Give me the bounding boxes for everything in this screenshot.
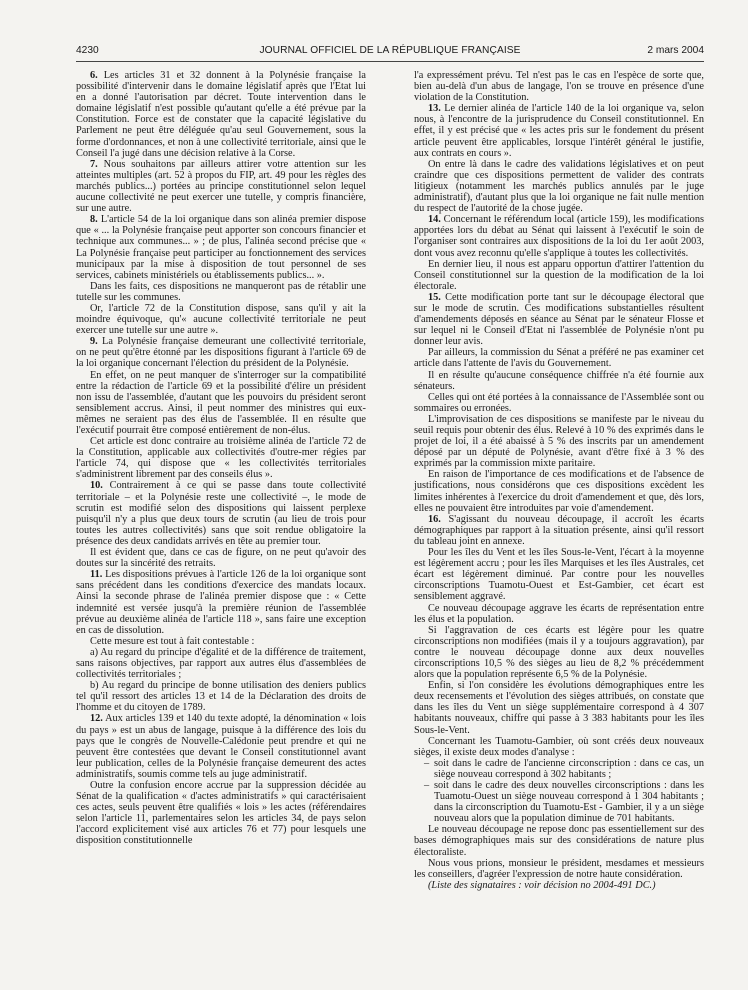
right-column bbox=[414, 70, 704, 891]
paragraph-text: L'improvisation de ces dispositions se manifeste par le niveau du seuil requis pour obtenir des élus. Relevé à 10 % des exprimés dans le projet de loi, il a été abaissé à 5 % des inscrits par un amendement déposé par un député de Polynésie, avant d'être fixé à 3 % des exprimés par la commission mixte paritaire. bbox=[414, 413, 704, 470]
paragraph-text: Pour les îles du Vent et les îles Sous-le-Vent, l'écart à la moyenne est légèrement accru ; pour les îles Marquises et les îles Australes, cet écart est légèrement diminué. Par contre pour les nouvelles circonscriptions Tuamotu-Ouest et Est-Gambier, cet écart est sensiblement aggravé. bbox=[414, 547, 704, 603]
paragraph-text: a) Au regard du principe d'égalité et de la différence de traitement, sans raisons objectives, par rapport aux autres élus d'assemblées de collectivités territoriales ; bbox=[76, 646, 366, 681]
paragraph-text: Aux articles 139 et 140 du texte adopté, la dénomination « lois du pays » est un abus de langage, puisque à la différence des lois du pays que le congrès de Nouvelle-Calédonie peut prendre et qui ne peuvent être contestées que devant le Conseil constitutionnel avant leur publication, celles de la Polynésie française demeurent des actes administratifs, soumis comme tels au juge administratif. bbox=[76, 713, 366, 780]
paragraph-text: Nous vous prions, monsieur le président, mesdames et messieurs les conseillers, d'agréer l'expression de notre haute considération. bbox=[414, 857, 704, 880]
paragraph bbox=[76, 70, 366, 159]
paragraph-text: Il est évident que, dans ce cas de figure, on ne peut qu'avoir des doutes sur la sincérité des retraits. bbox=[76, 547, 366, 570]
paragraph bbox=[76, 647, 366, 680]
paragraph-text: Le nouveau découpage ne repose donc pas essentiellement sur des bases démographiques mais sur des considérations de nature plus électoraliste. bbox=[414, 824, 704, 858]
paragraph bbox=[76, 713, 366, 780]
paragraph bbox=[414, 603, 704, 625]
paragraph-text: Or, l'article 72 de la Constitution dispose, sans qu'il y ait la moindre équivoque, qu'« aucune collectivité territoriale ne peut exercer une tutelle sur une autre ». bbox=[76, 302, 366, 337]
paragraph-number: 16. bbox=[428, 513, 441, 525]
paragraph-text: Enfin, si l'on considère les évolutions démographiques entre les deux recensements et l'évolution des sièges attribués, on constate que dans les îles du Vent un siège supplémentaire correspond à 4 307 habitants nouveaux, chiffre qui passe à 3 383 habitants pour les îles Sous-le-Vent. bbox=[414, 680, 704, 736]
paragraph bbox=[414, 347, 704, 369]
paragraph bbox=[76, 159, 366, 214]
paragraph-number: 13. bbox=[428, 103, 441, 115]
paragraph-text: En raison de l'importance de ces modifications et de l'absence de justifications, nous considérons que ces dispositions excèdent les limites inhérentes à l'exercice du droit d'amendement et que, dès lors, elles ne pouvaient être introduites par voie d'amendement. bbox=[414, 469, 704, 514]
paragraph-text: Il en résulte qu'aucune conséquence chiffrée n'a été fournie aux sénateurs. bbox=[414, 369, 704, 392]
dash-list bbox=[414, 758, 704, 825]
paragraph-number: 7. bbox=[90, 158, 98, 170]
paragraph bbox=[76, 303, 366, 336]
paragraph bbox=[76, 680, 366, 713]
left-column bbox=[76, 70, 366, 891]
paragraph-text: Ce nouveau découpage aggrave les écarts de représentation entre les élus et la population. bbox=[414, 602, 704, 625]
paragraph bbox=[414, 736, 704, 758]
paragraph bbox=[76, 370, 366, 437]
paragraph bbox=[414, 625, 704, 680]
paragraph-text: En effet, on ne peut manquer de s'interroger sur la compatibilité entre la rédaction de l'article 69 et la possibilité d'élire un président non issu de l'assemblée, d'autant que les pouvoirs du président seront sensiblement accrus. Ainsi, il peut nommer des ministres qui eux-mêmes ne seraient pas des élus de l'assemblée. Il en résulte que l'exécutif pourrait être composé entièrement de non-élus. bbox=[76, 369, 366, 436]
paragraph bbox=[76, 636, 366, 647]
paragraph-text: Si l'aggravation de ces écarts est légère pour les quatre circonscriptions non modifiées (mais il y a toujours aggravation), par contre le nouveau découpage donne aux deux nouvelles circonscriptions 10,5 % des sièges au lieu de 8,2 % précédemment alors que la population représente 6,5 % de la Polynésie. bbox=[414, 624, 704, 681]
paragraph bbox=[414, 370, 704, 392]
paragraph-text: Nous souhaitons par ailleurs attirer votre attention sur les atteintes multiples (art. 52 à propos du FIP, art. 49 pour les règles des marchés publics...) portées au principe constitutionnel selon lequel aucune collectivité ne peut exercer une tutelle, y compris financière, sur une autre. bbox=[76, 158, 366, 215]
paragraph-text: Cette mesure est tout à fait contestable : bbox=[90, 635, 255, 647]
paragraph bbox=[76, 569, 366, 636]
paragraph bbox=[414, 824, 704, 857]
paragraph-text: Concernant le référendum local (article 159), les modifications apportées lors du débat au Sénat qui laissent à l'exécutif le soin de l'organiser sont contraires aux dispositions de la loi du 1er août 2003, dont vous avez reconnu qu'elle s'applique à toutes les collectivités. bbox=[414, 214, 704, 259]
paragraph bbox=[76, 547, 366, 569]
paragraph-number: 10. bbox=[90, 480, 103, 492]
paragraph bbox=[414, 547, 704, 602]
paragraph-text: Contrairement à ce qui se passe dans toute collectivité territoriale – et la Polynésie reste une collectivité –, le mode de scrutin est modifié selon des dispositions qui laissent perplexe puisqu'il n'y a plus que deux tours de scrutin (au lieu de trois pour toutes les autres collectivités) sans que soit rendue obligatoire la présence des deux candidats arrivés en tête au premier tour. bbox=[76, 480, 366, 547]
paragraph bbox=[414, 680, 704, 735]
paragraph-text: (Liste des signataires : voir décision no 2004-491 DC.) bbox=[428, 879, 656, 891]
paragraph bbox=[414, 414, 704, 469]
paragraph-number: 14. bbox=[428, 214, 441, 226]
paragraph-text: Dans les faits, ces dispositions ne manqueront pas de rétablir une tutelle sur les communes. bbox=[76, 280, 366, 303]
paragraph-text: Outre la confusion encore accrue par la suppression décidée au Sénat de la qualification « d'actes administratifs » qui caractérisaient ces actes, seuls peuvent être qualifiés « lois » les actes (référendaires selon l'article 11, parlementaires selon les articles 34, de pays selon l'accord explicitement visé aux articles 76 et 77) pour lesquels une disposition constitutionnelle bbox=[76, 780, 366, 847]
paragraph bbox=[414, 259, 704, 292]
paragraph-text: L'article 54 de la loi organique dans son alinéa premier dispose que « ... la Polynésie française peut apporter son concours financier et technique aux communes... » ; de plus, l'alinéa second précise que « La Polynésie française peut participer au fonctionnement des services municipaux par la mise à disposition de tout personnel de ses services, cabinets ministériels ou établissements publics... ». bbox=[76, 214, 366, 281]
paragraph bbox=[76, 281, 366, 303]
paragraph bbox=[414, 880, 704, 891]
paragraph-number: 8. bbox=[90, 214, 98, 226]
paragraph-text: b) Au regard du principe de bonne utilisation des deniers publics tel qu'il ressort des articles 13 et 14 de la Déclaration des droits de l'homme et du citoyen de 1789. bbox=[76, 680, 366, 714]
paragraph bbox=[414, 70, 704, 103]
paragraph bbox=[414, 469, 704, 513]
paragraph bbox=[414, 392, 704, 414]
paragraph-text: La Polynésie française demeurant une collectivité territoriale, on ne peut qu'être étonné par les dispositions figurant à l'article 69 de la loi organique concernant l'élection du président de la Polynésie. bbox=[76, 336, 366, 370]
page-header bbox=[76, 45, 704, 59]
paragraph-text: Cet article est donc contraire au troisième alinéa de l'article 72 de la Constitution, applicable aux collectivités d'outre-mer régies par l'article 74, qui dispose que « les collectivités territoriales s'administrent librement par des conseils élus ». bbox=[76, 436, 366, 481]
text-columns bbox=[76, 70, 704, 891]
paragraph-number: 9. bbox=[90, 336, 98, 348]
paragraph-text: Concernant les Tuamotu-Gambier, où sont créés deux nouveaux sièges, il existe deux modes d'analyse : bbox=[414, 735, 704, 758]
paragraph-number: 6. bbox=[90, 70, 98, 81]
paragraph-text: Celles qui ont été portées à la connaissance de l'Assemblée sont ou sommaires ou erronées. bbox=[414, 391, 704, 414]
issue-date: 2 mars 2004 bbox=[647, 45, 704, 56]
paragraph bbox=[76, 436, 366, 480]
paragraph bbox=[414, 292, 704, 347]
paragraph-text: Cette modification porte tant sur le découpage électoral que sur le mode de scrutin. Ces modifications substantielles résultent d'amendements déposés en séance au Sénat par le sénateur Flosse et sur lequel ni le Conseil d'Etat ni l'assemblée de Polynésie n'ont pu donner leur avis. bbox=[414, 291, 704, 348]
journal-title: JOURNAL OFFICIEL DE LA RÉPUBLIQUE FRANÇAISE bbox=[259, 45, 521, 56]
page-number: 4230 bbox=[76, 45, 99, 56]
paragraph-text: En dernier lieu, il nous est apparu opportun d'attirer l'attention du Conseil constitutionnel sur la question de la modification de la loi électorale. bbox=[414, 258, 704, 292]
paragraph bbox=[414, 858, 704, 880]
paragraph bbox=[76, 214, 366, 281]
paragraph-text: Les dispositions prévues à l'article 126 de la loi organique sont sans précédent dans les conditions d'exercice des mandats locaux. Ainsi la seconde phrase de l'alinéa premier dispose que : « Cette indemnité est versée jusqu'à la première réunion de l'assemblée prévue au deuxième alinéa de l'article 118 », sans faire une exception en cas de dissolution. bbox=[76, 569, 366, 636]
paragraph bbox=[76, 780, 366, 847]
dash-list-item: – soit dans le cadre de l'ancienne circonscription : dans ce cas, un siège nouveau correspond à 302 habitants ; bbox=[434, 758, 704, 780]
paragraph bbox=[414, 214, 704, 258]
paragraph-text: Le dernier alinéa de l'article 140 de la loi organique va, selon nous, à l'encontre de la jurisprudence du Conseil constitutionnel. En effet, il y est précisé que « les actes pris sur le fondement du présent article peuvent être applicables, lorsque l'intérêt général le justifie, aux contrats en cours ». bbox=[414, 103, 704, 159]
paragraph bbox=[414, 103, 704, 158]
paragraph bbox=[414, 159, 704, 214]
paragraph-number: 12. bbox=[90, 713, 103, 725]
paragraph-text: l'a expressément prévu. Tel n'est pas le cas en l'espèce de sorte que, bien au-delà d'un abus de langage, l'on se trouve en présence d'une violation de la Constitution. bbox=[414, 70, 704, 104]
paragraph-number: 15. bbox=[428, 291, 441, 303]
paragraph-text: Les articles 31 et 32 donnent à la Polynésie française la possibilité d'intervenir dans le domaine législatif après que l'Etat lui en a donné l'autorisation par décret. Toute intervention dans le domaine législatif n'est possible qu'autant qu'elle a été prévue par la Constitution. Force est de constater que la capacité législative du Parlement ne peut être déléguée qu'au seul Gouvernement, sous la forme d'ordonnances, et non à une collectivité territoriale, ainsi que le Conseil l'a jugé dans une décision relative à la Corse. bbox=[76, 70, 366, 159]
paragraph bbox=[76, 480, 366, 547]
header-rule bbox=[76, 61, 704, 62]
paragraph-text: On entre là dans le cadre des validations législatives et on peut craindre que ces dispositions permettent de valider des contrats litigieux (notamment les marchés publics annulés par le juge administratif), d'autant plus que la loi organique ne fait nulle mention du respect de l'autorité de la chose jugée. bbox=[414, 158, 704, 215]
paragraph-text: S'agissant du nouveau découpage, il accroît les écarts démographiques par rapport à la situation présente, ainsi qu'il ressort du tableau joint en annexe. bbox=[414, 513, 704, 547]
paragraph bbox=[76, 336, 366, 369]
dash-list-item: – soit dans le cadre des deux nouvelles circonscriptions : dans les Tuamotu-Ouest un siège nouveau correspond à 1 304 habitants ; dans la circonscription du Tuamotu-Est - Gambier, il y a un siège nouveau alors que la population diminue de 701 habitants. bbox=[434, 780, 704, 824]
paragraph-text: Par ailleurs, la commission du Sénat a préféré ne pas examiner cet article dans l'attente de l'avis du Gouvernement. bbox=[414, 347, 704, 370]
paragraph-number: 11. bbox=[90, 569, 103, 581]
paragraph bbox=[414, 514, 704, 547]
